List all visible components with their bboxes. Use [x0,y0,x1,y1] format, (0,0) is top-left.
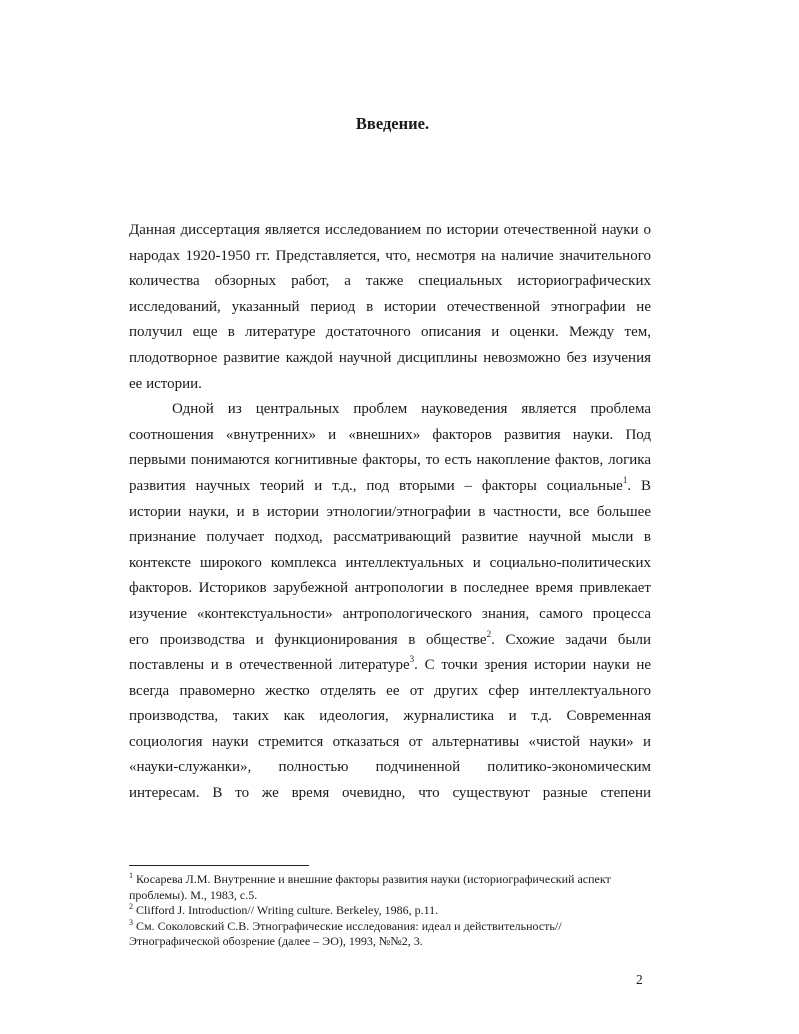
text-line [129,474,651,500]
text-line [129,295,651,321]
body-text [129,218,651,807]
text-line [129,679,651,705]
footnote-number: 3 [129,917,133,927]
footnote-number: 1 [129,871,133,880]
text-line [129,704,651,730]
text-line [129,653,651,679]
text-segment: изучение «контекстуальности» антропологического знания, самого процесса [129,605,651,622]
text-line [129,448,651,474]
footnote-separator [129,865,309,866]
paragraph [129,397,651,807]
text-segment: факторов. Историков зарубежной антропологии в последнее время привлекает [129,580,651,597]
text-line [129,525,651,551]
page-title: Введение. [355,114,430,133]
footnote-ref: 3 [409,654,415,665]
text-segment: получил еще в литературе достаточного описания и оценки. Между тем, [129,324,651,341]
text-line [129,755,651,781]
text-segment: его производства и функционирования в обществе [129,631,487,648]
text-segment: социология науки стремится отказаться от альтернативы «чистой науки» и [129,733,651,750]
page-number: 2 [636,972,643,987]
text-segment: . Схожие задачи были [491,631,651,648]
text-line [129,602,651,628]
text-line [129,730,651,756]
paragraph [129,218,651,397]
text-segment: истории науки, и в истории этнологии/этнографии в частности, все большее [129,503,651,520]
footnote-text: Clifford J. Introduction// Writing culture. Berkeley, 1986, p.11. [133,903,439,918]
footnote-number: 2 [129,902,133,912]
text-line [129,372,651,398]
text-segment: исследований, указанный период в истории отечественной этнографии не [129,298,651,315]
text-line [129,551,651,577]
text-segment: Одной из центральных проблем науковедения является проблема [172,401,651,418]
text-line [129,576,651,602]
text-segment: соотношения «внутренних» и «внешних» факторов развития науки. Под [129,426,651,443]
text-line [129,320,651,346]
footnote-ref: 2 [486,628,492,639]
footnote-line [129,919,651,935]
footnote-text: См. Соколовский С.В. Этнографические исследования: идеал и действительность// [133,918,562,933]
footnote [129,903,651,919]
text-segment: народах 1920-1950 гг. Представляется, что, несмотря на наличие значительного [129,247,651,264]
text-segment: Данная диссертация является исследованием по истории отечественной науки о [129,222,651,238]
text-segment: развития научных теорий и т.д., под вторыми – факторы социальные [129,477,623,494]
text-segment: . В [627,477,651,494]
footnote-text: Этнографической обозрение (далее – ЭО), 1993, №№2, 3. [129,934,423,949]
text-line [129,397,651,423]
footnote-line [129,903,651,919]
text-line [129,269,651,295]
footnote-line [129,872,651,888]
text-segment: производства, таких как идеология, журналистика и т.д. Современная [129,708,651,725]
text-segment: . С точки зрения истории науки не [414,657,652,674]
text-segment: всегда правомерно жестко отделять ее от других сфер интеллектуального [129,682,651,699]
text-segment: поставлены и в отечественной литературе [129,657,410,674]
footnote-text: Косарева Л.М. Внутренние и внешние факторы развития науки (историографический аспект [133,872,611,886]
footnote [129,872,651,903]
footnotes [129,872,651,950]
text-line [129,218,651,244]
footnote-text: проблемы). М., 1983, с.5. [129,887,258,902]
text-line [129,244,651,270]
text-segment: первыми понимаются когнитивные факторы, то есть накопление фактов, логика [129,452,651,469]
text-segment: контексте широкого комплекса интеллектуальных и социально-политических [129,554,651,571]
text-line [129,500,651,526]
footnote-line [129,934,651,950]
footnote-line [129,888,651,904]
footnote [129,919,651,950]
text-segment: признание получает подход, рассматривающий развитие научной мысли в [129,529,651,546]
text-line [129,781,651,807]
text-segment: плодотворное развитие каждой научной дисциплины невозможно без изучения [129,349,651,366]
text-segment: «науки-служанки», полностью подчиненной политико-экономическим [129,759,651,776]
text-segment: интересам. В то же время очевидно, что существуют разные степени [129,785,651,802]
text-segment: ее истории. [129,375,202,392]
text-line [129,628,651,654]
text-line [129,346,651,372]
text-line [129,423,651,449]
footnote-ref: 1 [622,474,628,485]
text-segment: количества обзорных работ, а также специальных историографических [129,273,651,290]
